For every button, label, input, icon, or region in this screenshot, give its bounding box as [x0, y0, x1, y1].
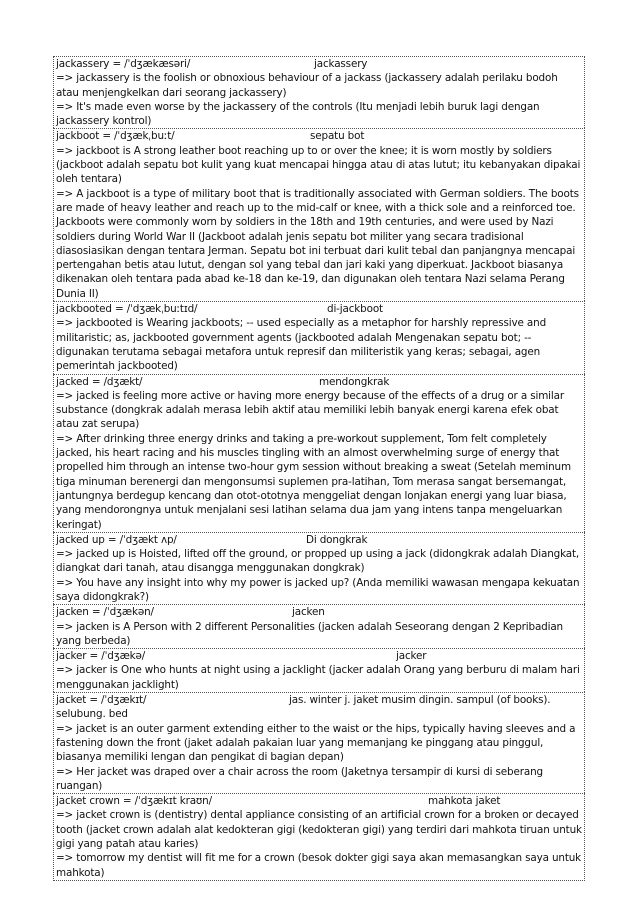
- entry-jackassery: [53, 56, 585, 128]
- entry-jacket-crown: [53, 793, 585, 881]
- entry-line: => Her jacket was draped over a chair across the room (Jaketnya tersampir di kursi di seberang ruangan): [56, 765, 543, 792]
- entry-jacker: [53, 648, 585, 692]
- entry-head: [56, 693, 582, 707]
- entry-term: jacker = /ˈdʒækə/: [56, 650, 146, 663]
- entry-head: [56, 57, 582, 71]
- entry-translation: sepatu bot: [310, 130, 365, 143]
- entry-line: => jackboot is A strong leather boot reaching up to or over the knee; it is worn mostly by soldiers (jackboot adalah sepatu bot kulit yang kuat mencapai hingga atau di atas lutut; itu kebanyakan dipakai oleh tentara): [56, 144, 581, 186]
- entry-head: [56, 129, 582, 143]
- entry-line: => A jackboot is a type of military boot that is traditionally associated with German soldiers. The boots are made of heavy leather and reach up to the mid-calf or knee, with a thick sole and a reinforced toe. Jackboots were commonly worn by soldiers in the 18th and 19th centuries, and were used by Nazi soldiers during World War II (Jackboot adalah jenis sepatu bot militer yang secara tradisional diasosiasikan dengan tentara Jerman. Sepatu bot ini terbuat dari kulit tebal dan panjangnya mencapai pertengahan betis atau lutut, dengan sol yang tebal dan jari kaki yang diperkuat. Jackboot biasanya dikenakan oleh tentara pada abad ke-18 dan ke-19, dan digunakan oleh tentara Nazi selama Perang Dunia II): [56, 187, 579, 300]
- entry-jacken: [53, 604, 585, 648]
- entry-term: jackassery = /ˈdʒækæsəri/: [56, 58, 191, 70]
- entry-translation: mahkota jaket: [428, 795, 501, 808]
- dictionary-page: [53, 56, 585, 881]
- entry-jacket: [53, 692, 585, 793]
- entry-translation: di-jackboot: [327, 303, 383, 316]
- entry-translation: mendongkrak: [319, 375, 390, 388]
- entry-term: jacket crown = /ˈdʒækɪt kraʊn/: [56, 795, 212, 808]
- entry-term: jacked = /dʒækt/: [56, 375, 143, 388]
- entry-line: => You have any insight into why my power is jacked up? (Anda memiliki wawasan mengapa kekuatan saya didongkrak?): [56, 576, 580, 603]
- entry-head: [56, 794, 582, 808]
- entry-term: jackboot = /ˈdʒækˌbuːt/: [56, 130, 175, 143]
- entry-translation: jacken: [292, 606, 325, 619]
- entry-line: => jacked up is Hoisted, lifted off the ground, or propped up using a jack (didongkrak adalah Diangkat, diangkat dari tanah, atau disangga menggunakan dongkrak): [56, 548, 580, 575]
- entry-line: => jacked is feeling more active or having more energy because of the effects of a drug or a similar substance (dongkrak adalah merasa lebih aktif atau memiliki lebih banyak energi karena efek obat atau zat serupa): [56, 389, 564, 431]
- entry-term: jackbooted = /ˈdʒækˌbuːtɪd/: [56, 303, 198, 316]
- entry-line: => jackassery is the foolish or obnoxious behaviour of a jackass (jackassery adalah perilaku bodoh atau menjengkelkan dari seorang jackassery): [56, 72, 558, 99]
- entry-line: => jacker is One who hunts at night using a jacklight (jacker adalah Orang yang berburu di malam hari menggunakan jacklight): [56, 664, 580, 691]
- entry-jacked: [53, 374, 585, 532]
- entry-head: [56, 375, 582, 389]
- entry-line: => It's made even worse by the jackassery of the controls (Itu menjadi lebih buruk lagi dengan jackassery kontrol): [56, 100, 540, 128]
- entry-line: selubung. bed: [56, 708, 128, 721]
- entry-jacked-up: [53, 532, 585, 604]
- entry-line: => jacken is A Person with 2 different Personalities (jacken adalah Seseorang dengan 2 Kepribadian yang berbeda): [56, 620, 563, 647]
- entry-translation: Di dongkrak: [306, 533, 368, 546]
- entry-jackbooted: [53, 301, 585, 373]
- entry-head: [56, 649, 582, 663]
- entry-line: => jackbooted is Wearing jackboots; -- used especially as a metaphor for harshly repressive and militaristic; as, jackbooted government agents (jackbooted adalah Mengenakan sepatu bot; -- digunakan terutama sebagai metafora untuk represif dan militeristik yang keras; sebagai, agen pemerintah jackbooted): [56, 317, 547, 373]
- entry-head: [56, 605, 582, 619]
- entry-head: [56, 533, 582, 547]
- entry-line: => jacket is an outer garment extending either to the waist or the hips, typically having sleeves and a fastening down the front (jaket adalah pakaian luar yang memanjang ke pinggang atau pinggul, biasanya memiliki lengan dan pengikat di bagian depan): [56, 722, 576, 764]
- entry-jackboot: [53, 128, 585, 301]
- entry-term: jacken = /ˈdʒækən/: [56, 606, 154, 619]
- entry-translation: jas. winter j. jaket musim dingin. sampul (of books).: [289, 694, 551, 707]
- entry-translation: jackassery: [314, 58, 368, 70]
- entry-line: => tomorrow my dentist will fit me for a crown (besok dokter gigi saya akan memasangkan saya untuk mahkota): [56, 852, 582, 879]
- entry-line: => After drinking three energy drinks and taking a pre-workout supplement, Tom felt completely jacked, his heart racing and his muscles tingling with an almost overwhelming surge of energy that propelled him through an intense two-hour gym session without breaking a sweat (Setelah meminum tiga minuman berenergi dan mengonsumsi suplemen pra-latihan, Tom merasa sangat bersemangat, jantungnya berdegup kencang dan otot-ototnya menggeliat dengan lonjakan energi yang luar biasa, yang mendorongnya untuk menjalani sesi latihan selama dua jam yang intens tanpa mengeluarkan keringat): [56, 432, 571, 531]
- entry-term: jacked up = /ˈdʒækt ʌp/: [56, 533, 177, 546]
- entry-translation: jacker: [396, 650, 427, 663]
- entry-line: => jacket crown is (dentistry) dental appliance consisting of an artificial crown for a broken or decayed tooth (jacket crown adalah alat kedokteran gigi (kedokteran gigi) yang terdiri dari mahkota tiruan untuk gigi yang patah atau karies): [56, 809, 582, 851]
- entry-head: [56, 302, 582, 316]
- entry-term: jacket = /ˈdʒækɪt/: [56, 694, 147, 707]
